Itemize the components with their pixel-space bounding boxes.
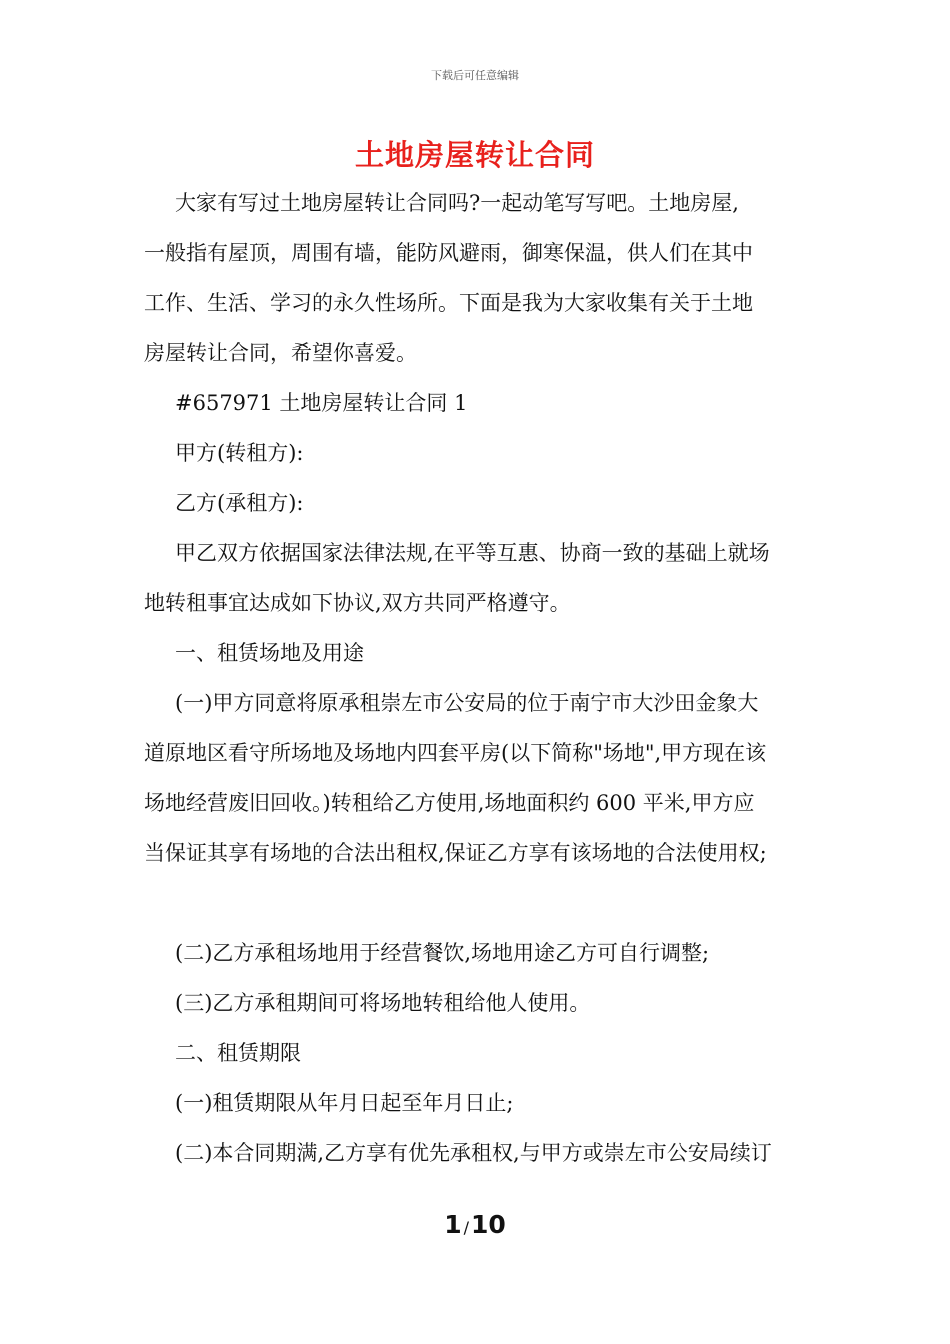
paragraph-line: 地转租事宜达成如下协议,双方共同严格遵守。 <box>144 591 571 615</box>
party-a-label: 甲方(转租方): <box>175 441 304 465</box>
page-number <box>0 1210 950 1239</box>
paragraph-line: 甲乙双方依据国家法律法规,在平等互惠、协商一致的基础上就场 <box>175 541 770 565</box>
paragraph-line: (一)甲方同意将原承租崇左市公安局的位于南宁市大沙田金象大 <box>175 691 759 715</box>
paragraph-line: (二)乙方承租场地用于经营餐饮,场地用途乙方可自行调整; <box>175 941 710 965</box>
paragraph-line: (一)租赁期限从年月日起至年月日止; <box>175 1091 514 1115</box>
document-body <box>144 178 812 1178</box>
page-total: 10 <box>471 1210 506 1239</box>
document-title: 土地房屋转让合同 <box>354 138 595 172</box>
clause-heading: 一、租赁场地及用途 <box>175 641 364 665</box>
paragraph-gap <box>144 878 812 928</box>
header-note: 下载后可任意编辑 <box>431 69 519 82</box>
paragraph-line: (三)乙方承租期间可将场地转租给他人使用。 <box>175 991 591 1015</box>
paragraph-line: 一般指有屋顶，周围有墙，能防风避雨，御寒保温，供人们在其中 <box>144 241 753 265</box>
paragraph-line: (二)本合同期满,乙方享有优先承租权,与甲方或崇左市公安局续订 <box>175 1141 772 1165</box>
party-b-label: 乙方(承租方): <box>175 491 304 515</box>
page-current: 1 <box>444 1210 462 1239</box>
paragraph-line: 房屋转让合同，希望你喜爱。 <box>144 341 417 365</box>
paragraph-line: 场地经营废旧回收。)转租给乙方使用,场地面积约 600 平米,甲方应 <box>144 791 755 815</box>
clause-heading: 二、租赁期限 <box>175 1041 301 1065</box>
section-heading: #657971 土地房屋转让合同 1 <box>175 391 468 415</box>
paragraph-line: 工作、生活、学习的永久性场所。下面是我为大家收集有关于土地 <box>144 291 753 315</box>
paragraph-line: 道原地区看守所场地及场地内四套平房(以下简称"场地",甲方现在该 <box>144 741 767 765</box>
page-separator: / <box>463 1218 469 1237</box>
paragraph-line: 当保证其享有场地的合法出租权,保证乙方享有该场地的合法使用权; <box>144 841 767 865</box>
paragraph-line: 大家有写过土地房屋转让合同吗?一起动笔写写吧。土地房屋, <box>175 191 739 215</box>
